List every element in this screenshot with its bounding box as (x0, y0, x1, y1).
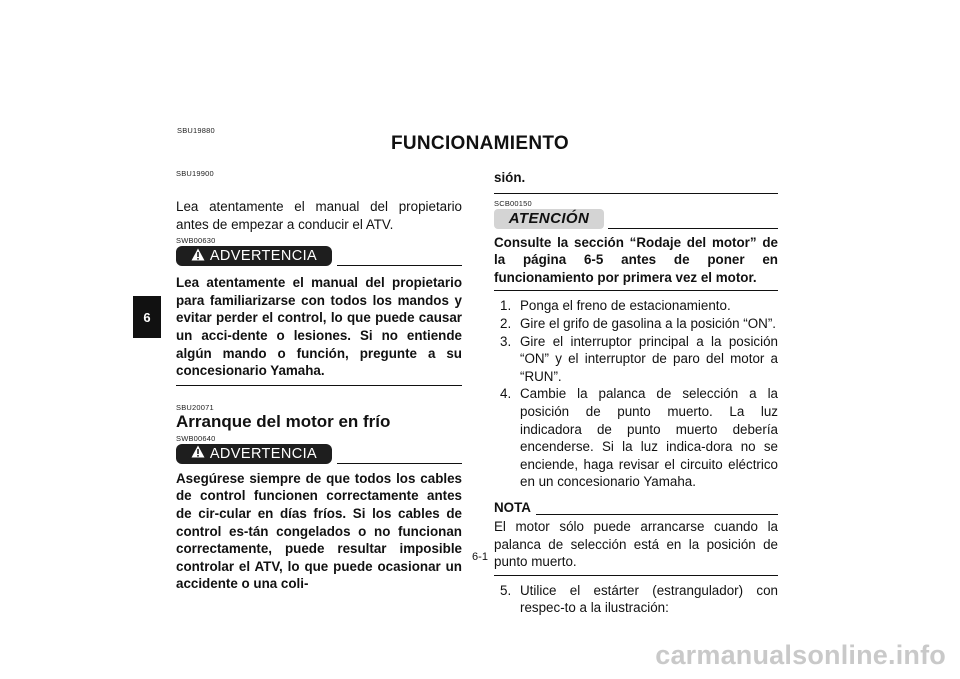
intro-paragraph: Lea atentamente el manual del propietario antes de empezar a conducir el ATV. (176, 199, 462, 232)
attention-header (494, 209, 778, 229)
warning1-end-rule (176, 385, 462, 386)
step-text: Ponga el freno de estacionamiento. (520, 298, 731, 314)
nota-text: El motor sólo puede arrancarse cuando la palanca de selección está en la posición de punto muerto. (494, 518, 778, 570)
warning1-text: Lea atentamente el manual del propietario para familiarizarse con todos los mandos y evitar perder el control, lo que puede causar un acci-dente o lesiones. Si no entiende algún mando o función, pregunte a su concesionario Yamaha. (176, 275, 462, 379)
step-number: 3. (500, 333, 512, 349)
warning1-code: SWB00630 (176, 236, 216, 246)
left-column (176, 169, 462, 593)
step-number: 4. (500, 386, 512, 402)
warning-triangle-icon (191, 445, 205, 462)
warning2-header (176, 444, 462, 464)
warning2-code: SWB00640 (176, 433, 216, 443)
steps-list (494, 297, 778, 491)
step-text: Gire el grifo de gasolina a la posición “ON”. (520, 315, 777, 331)
chapter-tab[interactable]: 6 (133, 296, 161, 338)
list-item (500, 333, 778, 386)
right-column (494, 169, 778, 617)
step-number: 1. (500, 298, 512, 314)
warning1-badge (176, 246, 332, 266)
nota-rule (536, 514, 778, 515)
list-item (500, 297, 778, 315)
warning2-badge (176, 444, 332, 464)
intro-code: SBU19900 (176, 169, 214, 178)
attention-rule (608, 228, 778, 229)
page-number: 6-1 (472, 551, 488, 563)
step-text: Cambie la palanca de selección a la posición de punto muerto. La luz indicadora de punto muerto debería encenderse. Si la luz indica-dora no se enciende, haga revisar el circuito eléctrico en un concesionario Yamaha. (520, 386, 778, 490)
attention-code: SCB00150 (494, 198, 532, 208)
section-code: SBU19880 (177, 126, 215, 135)
step-text: Gire el interruptor principal a la posición “ON” y el interruptor de paro del motor a “RUN”. (520, 333, 778, 384)
nota-end-rule (494, 575, 778, 576)
warning1-label: ADVERTENCIA (209, 248, 318, 265)
warning1-rule (337, 265, 462, 266)
attention-end-rule (494, 290, 778, 291)
list-item (500, 315, 778, 333)
list-item (500, 385, 778, 491)
attention-badge: ATENCIÓN (494, 209, 604, 229)
step-text: Utilice el estárter (estrangulador) con respec-to a la ilustración: (520, 582, 778, 616)
page-title: FUNCIONAMIENTO (390, 133, 569, 154)
warning2-label: ADVERTENCIA (209, 445, 318, 462)
warning2-end-rule (494, 193, 778, 194)
watermark: carmanualsonline.info (655, 640, 946, 670)
step-number: 5. (500, 582, 512, 598)
warning2-continuation: sión. (494, 170, 526, 185)
step-number: 2. (500, 315, 512, 331)
warning2-text: Asegúrese siempre de que todos los cables de control funcionen correctamente antes de cir-cular en días fríos. Si los cables de control es-tán congelados o no funcionan correctamente, puede resultar imposible controlar el ATV, lo que puede ocasionar un accidente o una coli- (176, 470, 462, 592)
warning-triangle-icon (191, 248, 205, 265)
list-item (500, 582, 778, 617)
attention-text: Consulte la sección “Rodaje del motor” de la página 6-5 antes de poner en funcionamiento por primera vez el motor. (494, 234, 778, 285)
nota-label: NOTA (494, 499, 531, 515)
section-code-cold-start: SBU20071 (176, 402, 214, 412)
warning2-rule (337, 463, 462, 464)
section-heading-cold-start: Arranque del motor en frío (176, 411, 391, 431)
warning1-header (176, 246, 462, 266)
nota-header (494, 500, 778, 518)
steps-list-continued (494, 582, 778, 617)
